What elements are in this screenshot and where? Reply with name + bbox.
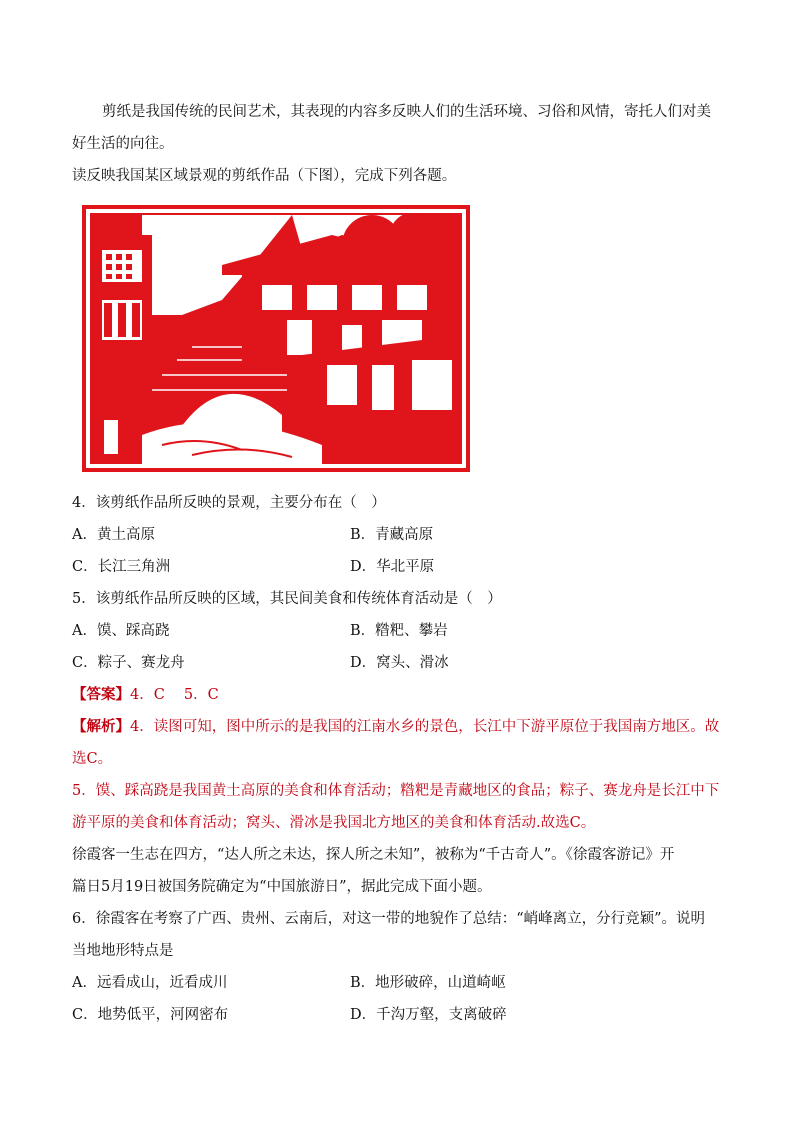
intro-line-3: 读反映我国某区域景观的剪纸作品（下图），完成下列各题。 (72, 168, 457, 184)
q6-stem-line-1: 6．徐霞客在考察了广西、贵州、云南后，对这一带的地貌作了总结：“峭峰离立，分行竞颖”。说明 (72, 911, 706, 927)
q5-stem: 5．该剪纸作品所反映的区域，其民间美食和传统体育活动是（ ） (72, 591, 502, 607)
q4-option-b: B．青藏高原 (350, 527, 434, 543)
q4-option-d: D．华北平原 (350, 559, 435, 575)
analysis-line-2: 选C。 (72, 751, 113, 767)
q4-option-a: A．黄土高原 (72, 527, 155, 543)
q6-option-d: D．千沟万壑，支离破碎 (350, 1007, 507, 1023)
q6-stem-line-2: 当地地形特点是 (72, 943, 174, 959)
q4-stem: 4．该剪纸作品所反映的景观，主要分布在（ ） (72, 495, 386, 511)
q5-option-d: D．窝头、滑冰 (350, 655, 449, 671)
q5-option-a: A．馍、踩高跷 (72, 623, 170, 639)
q4-option-c: C．长江三角洲 (72, 559, 171, 575)
q6-option-b: B．地形破碎，山道崎岖 (350, 975, 506, 991)
intro-line-2: 好生活的向往。 (72, 136, 174, 152)
analysis-text-1: 4．读图可知，图中所示的是我国的江南水乡的景色，长江中下游平原位于我国南方地区。故 (130, 719, 720, 735)
passage2-line-2: 篇日5月19日被国务院确定为“中国旅游日”，据此完成下面小题。 (72, 879, 492, 895)
q5-option-c: C．粽子、赛龙舟 (72, 655, 185, 671)
intro-line-1: 剪纸是我国传统的民间艺术，其表现的内容多反映人们的生活环境、习俗和风情，寄托人们对美 (102, 104, 711, 120)
answer-line (72, 685, 219, 705)
q5-option-b: B．糌粑、攀岩 (350, 623, 448, 639)
analysis-line-1 (72, 717, 719, 737)
q6-option-c: C．地势低平，河网密布 (72, 1007, 229, 1023)
answer-tag: 【答案】 (72, 686, 130, 703)
analysis-line-4: 游平原的美食和体育活动；窝头、滑冰是我国北方地区的美食和体育活动.故选C。 (72, 815, 596, 831)
passage2-line-1: 徐霞客一生志在四方，“达人所之未达，探人所之未知”，被称为“千古奇人”。《徐霞客游记》开 (72, 847, 675, 863)
analysis-line-3: 5．馍、踩高跷是我国黄土高原的美食和体育活动；糌粑是青藏地区的食品；粽子、赛龙舟是长江中下 (72, 783, 720, 799)
q6-option-a: A．远看成山，近看成川 (72, 975, 228, 991)
analysis-tag: 【解析】 (72, 718, 130, 735)
papercut-image (82, 205, 470, 472)
answer-text: 4．C 5．C (130, 687, 219, 703)
